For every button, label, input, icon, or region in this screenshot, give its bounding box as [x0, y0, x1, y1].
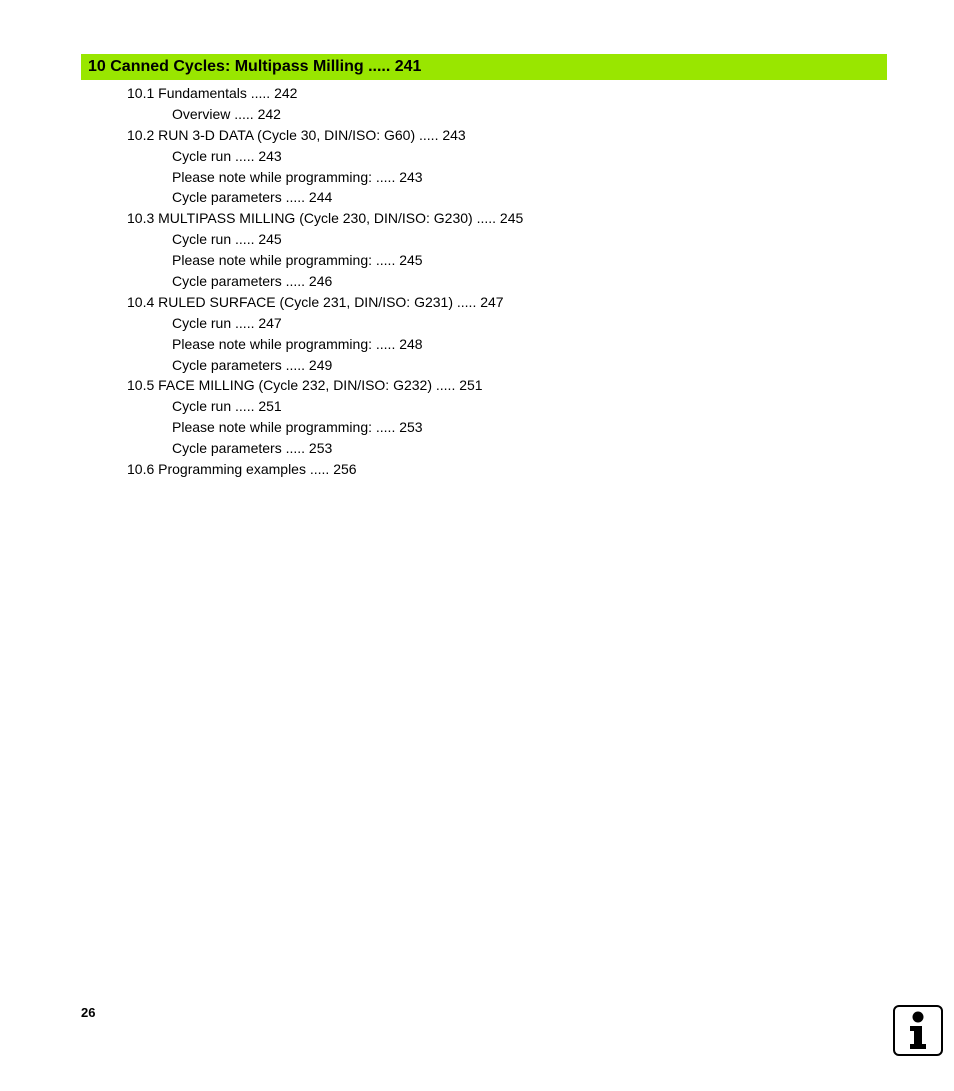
toc-subentry[interactable]: Cycle run ..... 251 — [172, 398, 282, 415]
toc-subentry[interactable]: Cycle parameters ..... 253 — [172, 440, 333, 457]
toc-subentry[interactable]: Cycle parameters ..... 249 — [172, 356, 333, 373]
toc-entry[interactable]: 10.4 RULED SURFACE (Cycle 231, DIN/ISO: G231) ..... 247 — [127, 293, 504, 310]
info-icon[interactable] — [893, 1005, 943, 1056]
chapter-title: 10 Canned Cycles: Multipass Milling ..... 241 — [88, 58, 422, 75]
toc-subentry[interactable]: Please note while programming: ..... 248 — [172, 335, 423, 352]
toc-subentry[interactable]: Cycle run ..... 247 — [172, 314, 282, 331]
page-number: 26 — [81, 1005, 96, 1020]
toc-subentry[interactable]: Please note while programming: ..... 243 — [172, 168, 423, 185]
chapter-heading[interactable] — [81, 54, 887, 80]
toc-entry[interactable]: 10.2 RUN 3-D DATA (Cycle 30, DIN/ISO: G60) ..... 243 — [127, 126, 466, 143]
toc-subentry[interactable]: Please note while programming: ..... 245 — [172, 252, 423, 269]
toc-subentry[interactable]: Cycle parameters ..... 244 — [172, 189, 333, 206]
toc-subentry[interactable]: Overview ..... 242 — [172, 105, 281, 122]
toc-subentry[interactable]: Cycle run ..... 245 — [172, 231, 282, 248]
table-of-contents — [0, 83, 954, 480]
toc-subentry[interactable]: Cycle parameters ..... 246 — [172, 273, 333, 290]
toc-subentry[interactable]: Cycle run ..... 243 — [172, 147, 282, 164]
toc-entry[interactable]: 10.6 Programming examples ..... 256 — [127, 461, 357, 478]
toc-entry[interactable]: 10.3 MULTIPASS MILLING (Cycle 230, DIN/ISO: G230) ..... 245 — [127, 210, 524, 227]
toc-entry[interactable]: 10.5 FACE MILLING (Cycle 232, DIN/ISO: G232) ..... 251 — [127, 377, 483, 394]
toc-subentry[interactable]: Please note while programming: ..... 253 — [172, 419, 423, 436]
toc-entry[interactable]: 10.1 Fundamentals ..... 242 — [127, 85, 298, 101]
